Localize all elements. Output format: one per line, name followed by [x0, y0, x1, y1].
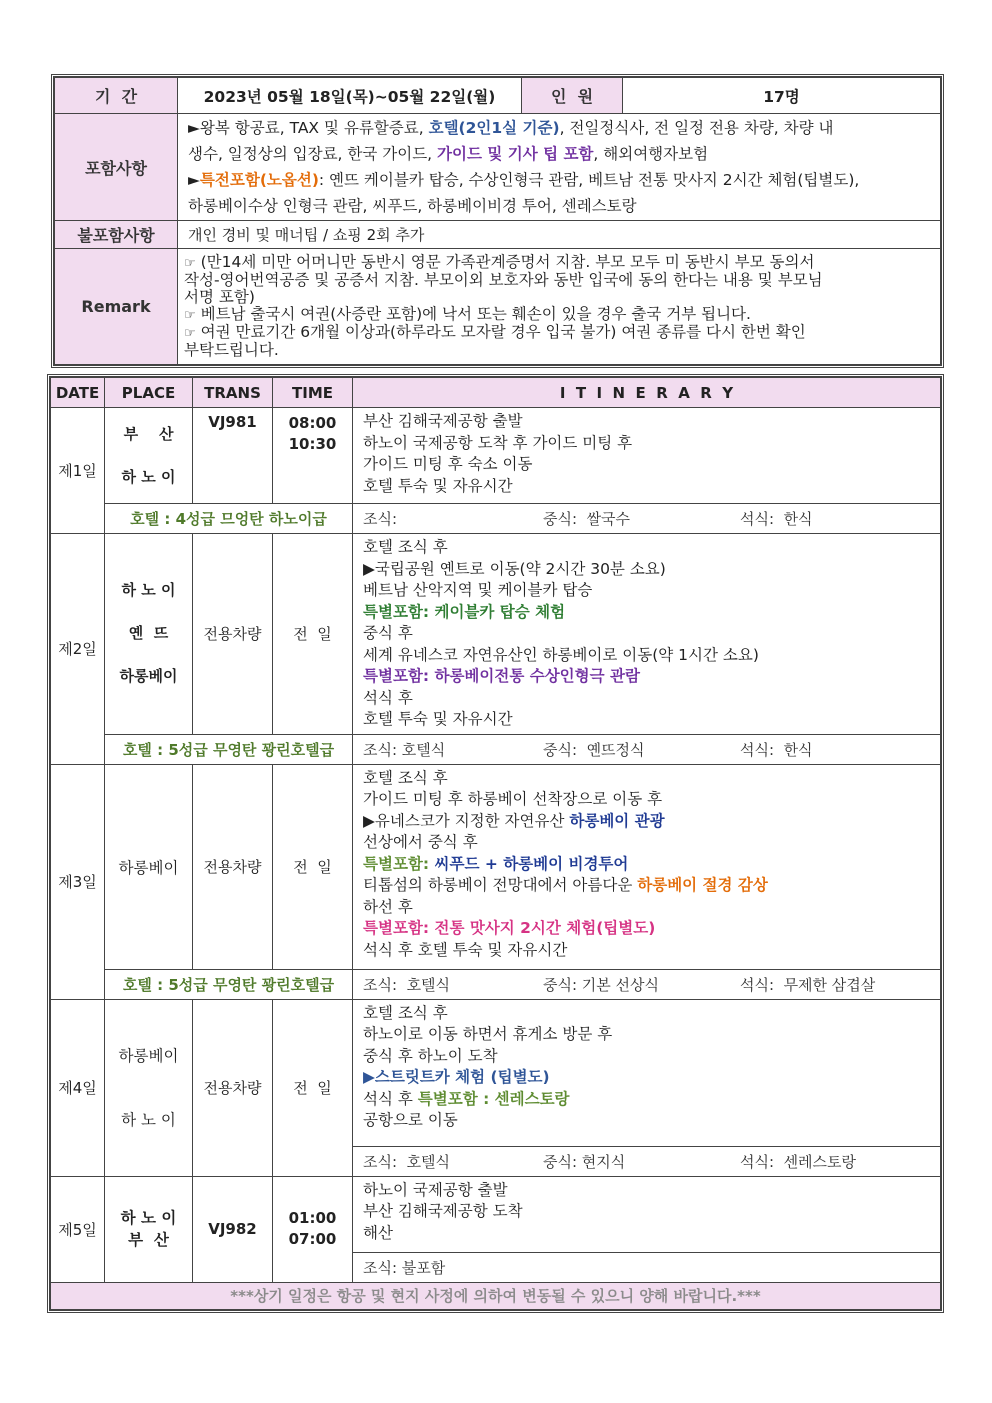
day4-label: 제4일 — [51, 999, 105, 1176]
day5-place: 하 노 이 부 산 — [105, 1176, 193, 1282]
day2-time: 전 일 — [273, 534, 353, 735]
people-label: 인 원 — [522, 78, 623, 114]
day3-meals: 조식: 호텔식 중식: 기본 선상식 석식: 무제한 삼겹살 — [353, 969, 941, 999]
day1-trans: VJ981 — [193, 408, 273, 504]
included-label: 포함사항 — [55, 114, 178, 221]
day3-itinerary: 호텔 조식 후 가이드 미팅 후 하롱베이 선착장으로 이동 후 ▶유네스코가 지정한 자연유산 하롱베이 관광 선상에서 중식 후 특별포함: 씨푸드 + 하롱베이 비경투어 티톱섬의 하롱베이 전망대에서 아름다운 하롱베이 절경 감상 하선 후 특별포함: 전통 맛사지 2시간 체험(팁별도) 석식 후 호텔 투숙 및 자유시간 — [353, 764, 941, 969]
day5-label: 제5일 — [51, 1176, 105, 1282]
day4-trans: 전용차량 — [193, 999, 273, 1176]
itinerary-table — [50, 377, 941, 1310]
pointing-hand-icon: ☞ — [184, 256, 196, 271]
period-value: 2023년 05월 18일(목)~05월 22일(월) — [178, 78, 522, 114]
day1-place: 부 산 하 노 이 — [105, 408, 193, 504]
header-time: TIME — [273, 378, 353, 408]
day2-hotel: 호텔 : 5성급 무영탄 꽝린호텔급 — [105, 734, 353, 764]
day3-label: 제3일 — [51, 764, 105, 999]
day4-time: 전 일 — [273, 999, 353, 1176]
day5-meals: 조식: 불포함 — [353, 1252, 941, 1282]
day2-place: 하 노 이 옌 뜨 하롱베이 — [105, 534, 193, 735]
excluded-value: 개인 경비 및 매너팁 / 쇼핑 2회 추가 — [178, 221, 941, 249]
day5-time: 01:00 07:00 — [273, 1176, 353, 1282]
day4-itinerary: 호텔 조식 후 하노이로 이동 하면서 휴게소 방문 후 중식 후 하노이 도착 ▶스트릿트카 체험 (팁별도) 석식 후 특별포함 : 센레스토랑 공항으로 이동 — [353, 999, 941, 1146]
people-value: 17명 — [623, 78, 941, 114]
day1-itinerary: 부산 김해국제공항 출발 하노이 국제공항 도착 후 가이드 미팅 후 가이드 미팅 후 숙소 이동 호텔 투숙 및 자유시간 — [353, 408, 941, 504]
day4-place: 하롱베이 하 노 이 — [105, 999, 193, 1176]
pointing-hand-icon: ☞ — [184, 326, 196, 341]
period-label: 기 간 — [55, 78, 178, 114]
excluded-label: 불포함사항 — [55, 221, 178, 249]
included-content: ►왕복 항공료, TAX 및 유류할증료, 호텔(2인1실 기준), 전일정식사, 전 일정 전용 차량, 차량 내 생수, 일정상의 입장료, 한국 가이드, 가이드 및 기사 팁 포함, 해외여행자보험 ►특전포함(노옵션): 옌뜨 케이블카 탑승, 수상인형극 관람, 베트남 전통 맛사지 2시간 체험(팁별도), 하롱베이수상 인형극 관람, 씨푸드, 하롱베이비경 투어, 센레스토랑 — [178, 114, 941, 221]
day5-itinerary: 하노이 국제공항 출발 부산 김해국제공항 도착 해산 — [353, 1176, 941, 1252]
pointing-hand-icon: ☞ — [184, 308, 196, 323]
summary-table — [54, 77, 941, 365]
day2-trans: 전용차량 — [193, 534, 273, 735]
day1-label: 제1일 — [51, 408, 105, 534]
remark-content: ☞ (만14세 미만 어머니만 동반시 영문 가족관계증명서 지참. 부모 모두 미 동반시 부모 동의서 작성-영어번역공증 및 공증서 지참. 부모이외 보호자와 동반 입국에 동의 한다는 내용 및 부모님 서명 포함) ☞ 베트남 출국시 여권(사증란 포함)에 낙서 또는 훼손이 있을 경우 출국 거부 됩니다. ☞ 여권 만료기간 6개월 이상과(하루라도 모자랄 경우 입국 불가) 여권 종류를 다시 한번 확인 부탁드립니다. — [178, 249, 941, 365]
itinerary-footer-note: ***상기 일정은 항공 및 현지 사정에 의하여 변동될 수 있으니 양해 바랍니다.*** — [51, 1282, 941, 1309]
itinerary-box — [47, 374, 944, 1313]
remark-label: Remark — [55, 249, 178, 365]
day3-place: 하롱베이 — [105, 764, 193, 969]
header-trans: TRANS — [193, 378, 273, 408]
day1-time: 08:00 10:30 — [273, 408, 353, 504]
day1-meals: 조식: 중식: 쌀국수 석식: 한식 — [353, 504, 941, 534]
header-place: PLACE — [105, 378, 193, 408]
day4-meals: 조식: 호텔식 중식: 현지식 석식: 센레스토랑 — [353, 1146, 941, 1176]
day2-itinerary: 호텔 조식 후 ▶국립공원 옌트로 이동(약 2시간 30분 소요) 베트남 산악지역 및 케이블카 탑승 특별포함: 케이블카 탑승 체험 중식 후 세계 유네스코 자연유산인 하롱베이로 이동(약 1시간 소요) 특별포함: 하롱베이전통 수상인형극 관람 석식 후 호텔 투숙 및 자유시간 — [353, 534, 941, 735]
header-date: DATE — [51, 378, 105, 408]
header-itinerary: I T I N E R A R Y — [353, 378, 941, 408]
day3-hotel: 호텔 : 5성급 무영탄 꽝린호텔급 — [105, 969, 353, 999]
day1-hotel: 호텔 : 4성급 므엉탄 하노이급 — [105, 504, 353, 534]
day2-label: 제2일 — [51, 534, 105, 765]
summary-box — [51, 74, 944, 368]
day5-trans: VJ982 — [193, 1176, 273, 1282]
day3-time: 전 일 — [273, 764, 353, 969]
day3-trans: 전용차량 — [193, 764, 273, 969]
day2-meals: 조식: 호텔식 중식: 옌뜨정식 석식: 한식 — [353, 734, 941, 764]
